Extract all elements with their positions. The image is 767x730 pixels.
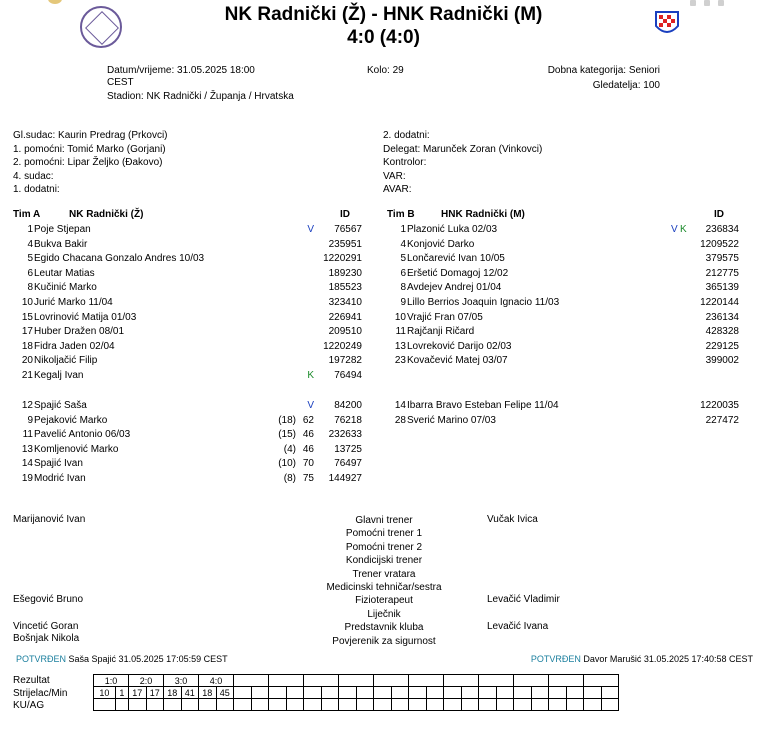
official-line: Delegat: Marunček Zoran (Vinkovci) (383, 143, 543, 155)
official-line: Gl.sudac: Kaurin Predrag (Prkovci) (13, 130, 168, 141)
player-id: 428328 (705, 326, 739, 338)
staff-role: Glavni trener (355, 515, 413, 526)
scorer-cell (601, 687, 619, 699)
player-number: 17 (21, 326, 33, 338)
ku-cell (426, 699, 444, 711)
grid-label-ku: KU/AG (13, 700, 45, 711)
staff-roles (284, 514, 484, 648)
ku-cell (181, 699, 199, 711)
result-cell (269, 675, 304, 687)
ku-cell (461, 699, 479, 711)
scorer-cell: 18 (199, 687, 217, 699)
player-id: 226941 (328, 311, 362, 323)
sub-mark: (10) (278, 458, 296, 470)
ku-cell (199, 699, 217, 711)
scorer-cell (549, 687, 567, 699)
scorer-cell (531, 687, 549, 699)
player-id: 185523 (328, 282, 362, 294)
official-line: 1. dodatni: (13, 184, 60, 195)
staff-left-security: Bošnjak Nikola (13, 633, 80, 644)
match-datetime: Datum/vrijeme: 31.05.2025 18:00 (107, 65, 255, 76)
official-line: 4. sudac: (13, 170, 54, 182)
result-cell (514, 675, 549, 687)
player-number: 18 (21, 340, 33, 352)
player-number: 5 (27, 253, 33, 265)
confirm-right-text: Davor Marušić 31.05.2025 17:40:58 CEST (583, 654, 753, 664)
sub-id: 13725 (334, 443, 362, 455)
player-id: 235951 (328, 238, 362, 250)
team-b-id-header: ID (714, 209, 724, 220)
ku-cell (94, 699, 116, 711)
grid-label-result: Rezultat (13, 675, 50, 686)
sub-name: Ibarra Bravo Esteban Felipe 11/04 (407, 400, 559, 411)
result-cell (374, 675, 409, 687)
ku-cell (374, 699, 392, 711)
staff-role: Kondicijski trener (345, 555, 423, 567)
ku-cell (269, 699, 287, 711)
spectators: Gledatelja: 100 (592, 80, 660, 91)
sub-minute: 46 (302, 443, 314, 455)
result-cell: 3:0 (164, 675, 199, 687)
player-id: 379575 (705, 253, 739, 265)
player-id: 236834 (705, 224, 739, 235)
scorer-cell (356, 687, 374, 699)
sub-minute: 75 (302, 473, 314, 484)
ku-cell (286, 699, 304, 711)
result-cell (234, 675, 269, 687)
sub-mark: (8) (283, 473, 296, 484)
player-name: Lončarević Ivan 10/05 (407, 253, 505, 265)
ku-cell (566, 699, 584, 711)
sub-number: 11 (22, 429, 33, 441)
player-mark: K (307, 370, 314, 381)
match-round: Kolo: 29 (367, 65, 404, 76)
ku-cell (444, 699, 462, 711)
player-id: 209510 (328, 326, 362, 338)
official-line: VAR: (383, 170, 406, 182)
sub-id: 1220035 (700, 400, 739, 411)
player-id: 229125 (705, 340, 739, 352)
team-b-label: Tim B (387, 209, 415, 220)
staff-left-physio: Ešegović Bruno (13, 594, 84, 605)
sub-name: Spajić Ivan (34, 458, 83, 470)
sub-number: 19 (21, 473, 33, 484)
player-name: Poje Stjepan (34, 224, 91, 235)
team-a-name: NK Radnički (Ž) (69, 209, 144, 220)
player-number: 15 (21, 311, 33, 323)
player-mark: V (307, 224, 314, 235)
staff-role: Pomoćni trener 1 (345, 528, 423, 540)
player-name: Jurić Marko 11/04 (34, 297, 113, 308)
player-name: Lillo Berrios Joaquin Ignacio 11/03 (407, 297, 560, 308)
player-name: Egido Chacana Gonzalo Andres 10/03 (34, 253, 205, 265)
staff-right-physio: Levačić Vladimir (487, 594, 560, 605)
player-id: 76567 (334, 224, 362, 235)
player-number: 9 (400, 297, 406, 308)
sub-name: Komljenović Marko (34, 443, 119, 455)
sub-number: 13 (21, 443, 33, 455)
player-number: 8 (400, 282, 406, 294)
scorer-cell: 41 (181, 687, 199, 699)
match-timezone: CEST (107, 77, 134, 88)
scorer-cell (339, 687, 357, 699)
ku-cell (549, 699, 567, 711)
sub-mark: (18) (278, 414, 296, 426)
confirm-left-text: Saša Spajić 31.05.2025 17:05:59 CEST (68, 654, 228, 664)
player-name: Avdejev Andrej 01/04 (407, 282, 502, 294)
sub-id: 84200 (334, 400, 362, 411)
ku-cell (251, 699, 269, 711)
player-number: 21 (21, 370, 33, 381)
confirm-status-badge: POTVRĐEN (530, 654, 581, 664)
staff-role: Povjerenik za sigurnost (332, 635, 436, 647)
player-id: 1220144 (700, 297, 739, 308)
ku-cell (601, 699, 619, 711)
result-cell (409, 675, 444, 687)
sub-number: 28 (394, 414, 406, 426)
ku-cell (514, 699, 532, 711)
sub-number: 14 (394, 400, 406, 411)
staff-left-coach: Marijanović Ivan (13, 514, 86, 525)
confirm-right (531, 654, 753, 664)
sub-id: 144927 (328, 473, 362, 484)
grid-label-scorer: Strijelac/Min (13, 687, 68, 699)
sub-number: 9 (27, 414, 33, 426)
player-id: 236134 (705, 311, 739, 323)
sub-id: 76497 (334, 458, 362, 470)
result-cell (304, 675, 339, 687)
player-number: 1 (400, 224, 406, 235)
scorer-cell (514, 687, 532, 699)
scorer-cell (444, 687, 462, 699)
score-grid-labels (13, 675, 67, 713)
ku-cell (304, 699, 322, 711)
scorer-cell (321, 687, 339, 699)
scorer-cell (584, 687, 602, 699)
ku-cell (129, 699, 147, 711)
player-name: Kučinić Marko (34, 282, 97, 294)
staff-right-rep: Levačić Ivana (487, 621, 549, 632)
result-cell (479, 675, 514, 687)
player-name: Lovreković Darijo 02/03 (407, 340, 512, 352)
staff-left-rep: Vincetić Goran (13, 621, 79, 632)
player-mark: K (680, 224, 687, 235)
player-name: Kovačević Matej 03/07 (407, 355, 508, 367)
staff-role: Fizioterapeut (355, 595, 413, 607)
result-cell: 1:0 (94, 675, 129, 687)
result-cell (444, 675, 479, 687)
scorer-cell (409, 687, 427, 699)
sub-minute: 62 (302, 414, 314, 426)
sub-minute: 46 (302, 429, 314, 441)
player-mark: V (671, 224, 678, 235)
player-name: Huber Dražen 08/01 (34, 326, 125, 338)
age-category: Dobna kategorija: Seniori (547, 65, 660, 76)
player-id: 323410 (328, 297, 362, 308)
ku-cell (584, 699, 602, 711)
scorer-cell (496, 687, 514, 699)
player-name: Kegalj Ivan (34, 370, 84, 381)
sub-minute: 70 (302, 458, 314, 470)
sub-name: Pejaković Marko (34, 414, 108, 426)
team-a-label: Tim A (13, 209, 41, 220)
ku-cell (531, 699, 549, 711)
result-cell (339, 675, 374, 687)
match-title: NK Radnički (Ž) - HNK Radnički (M) (224, 4, 543, 25)
ku-cell (234, 699, 252, 711)
player-number: 6 (27, 267, 33, 279)
scorer-cell: 18 (164, 687, 182, 699)
ku-cell (146, 699, 164, 711)
official-line: Kontrolor: (383, 157, 427, 168)
scorer-cell (304, 687, 322, 699)
player-name: Rajčanji Ričard (407, 326, 475, 338)
staff-role: Pomoćni trener 2 (345, 541, 423, 553)
result-cell: 4:0 (199, 675, 234, 687)
player-number: 23 (394, 355, 406, 367)
ku-cell (164, 699, 182, 711)
sub-id: 232633 (328, 429, 362, 441)
player-id: 197282 (328, 355, 362, 367)
sub-mark: V (307, 400, 314, 411)
player-id: 399002 (705, 355, 739, 367)
player-id: 76494 (334, 370, 362, 381)
staff-role: Predstavnik kluba (344, 622, 424, 634)
scorer-cell (479, 687, 497, 699)
sub-name: Modrić Ivan (34, 473, 86, 484)
result-cell (549, 675, 584, 687)
staff-role: Medicinski tehničar/sestra (326, 582, 442, 594)
confirm-left (16, 654, 228, 664)
sub-id: 227472 (705, 414, 739, 426)
match-stadium: Stadion: NK Radnički / Županja / Hrvatska (107, 91, 294, 102)
scorer-cell: 17 (129, 687, 147, 699)
sub-mark: (4) (283, 443, 296, 455)
player-name: Konjović Darko (407, 238, 475, 250)
player-number: 4 (27, 238, 33, 250)
player-number: 11 (395, 326, 406, 338)
sub-number: 12 (21, 400, 33, 411)
official-line: AVAR: (383, 184, 412, 195)
staff-role: Trener vratara (352, 568, 416, 580)
ku-cell (321, 699, 339, 711)
player-name: Fidra Jaden 02/04 (34, 340, 115, 352)
player-number: 13 (394, 340, 406, 352)
team-b-name: HNK Radnički (M) (441, 209, 525, 220)
ku-cell (409, 699, 427, 711)
official-line: 2. pomoćni: Lipar Željko (Đakovo) (13, 157, 163, 168)
scorer-cell (251, 687, 269, 699)
officials-right (383, 129, 542, 197)
team-a-id-header: ID (340, 209, 350, 220)
scorer-cell (566, 687, 584, 699)
scorer-cell: 17 (146, 687, 164, 699)
ku-cell (115, 699, 128, 711)
scorer-cell (269, 687, 287, 699)
player-name: Bukva Bakir (34, 238, 88, 250)
sub-mark: (15) (278, 429, 296, 441)
scorer-cell (286, 687, 304, 699)
ku-cell (479, 699, 497, 711)
player-number: 8 (27, 282, 33, 294)
ku-cell (496, 699, 514, 711)
sub-name: Sverić Marino 07/03 (407, 414, 496, 426)
scorer-cell (461, 687, 479, 699)
player-number: 6 (400, 267, 406, 279)
player-name: Lovrinović Matija 01/03 (34, 311, 137, 323)
ku-cell (356, 699, 374, 711)
scorer-cell (234, 687, 252, 699)
ku-cell (216, 699, 234, 711)
staff-role: Liječnik (367, 608, 401, 620)
player-name: Nikoljačić Filip (34, 355, 98, 367)
player-id: 1220249 (323, 340, 362, 352)
scorer-cell (374, 687, 392, 699)
score-grid (93, 674, 619, 711)
player-name: Eršetić Domagoj 12/02 (407, 267, 509, 279)
sub-id: 76218 (334, 414, 362, 426)
official-line: 2. dodatni: (383, 130, 430, 141)
player-number: 20 (21, 355, 33, 367)
sub-number: 14 (21, 458, 33, 470)
ku-cell (391, 699, 409, 711)
scorer-cell: 45 (216, 687, 234, 699)
scorer-cell (391, 687, 409, 699)
scorer-cell (426, 687, 444, 699)
player-name: Vrajić Fran 07/05 (407, 311, 483, 323)
player-id: 1220291 (323, 253, 362, 265)
player-id: 189230 (328, 267, 362, 279)
player-id: 365139 (705, 282, 739, 294)
player-name: Plazonić Luka 02/03 (407, 224, 498, 235)
ku-cell (339, 699, 357, 711)
player-name: Leutar Matias (34, 267, 95, 279)
player-number: 4 (400, 238, 406, 250)
result-cell (584, 675, 619, 687)
scorer-cell: 10 (94, 687, 116, 699)
sub-name: Pavelić Antonio 06/03 (34, 429, 131, 441)
sub-name: Spajić Saša (34, 400, 87, 411)
player-number: 1 (27, 224, 33, 235)
officials-left (13, 129, 168, 197)
scorer-cell: 1 (115, 687, 128, 699)
player-number: 10 (21, 297, 33, 308)
player-number: 10 (394, 311, 406, 323)
player-number: 5 (400, 253, 406, 265)
player-id: 1209522 (700, 238, 739, 250)
player-id: 212775 (705, 267, 739, 279)
confirm-status-badge: POTVRĐEN (16, 654, 67, 664)
result-cell: 2:0 (129, 675, 164, 687)
official-line: 1. pomoćni: Tomić Marko (Gorjani) (13, 143, 166, 155)
match-score: 4:0 (4:0) (347, 27, 420, 48)
staff-right-coach: Vučak Ivica (487, 514, 538, 525)
